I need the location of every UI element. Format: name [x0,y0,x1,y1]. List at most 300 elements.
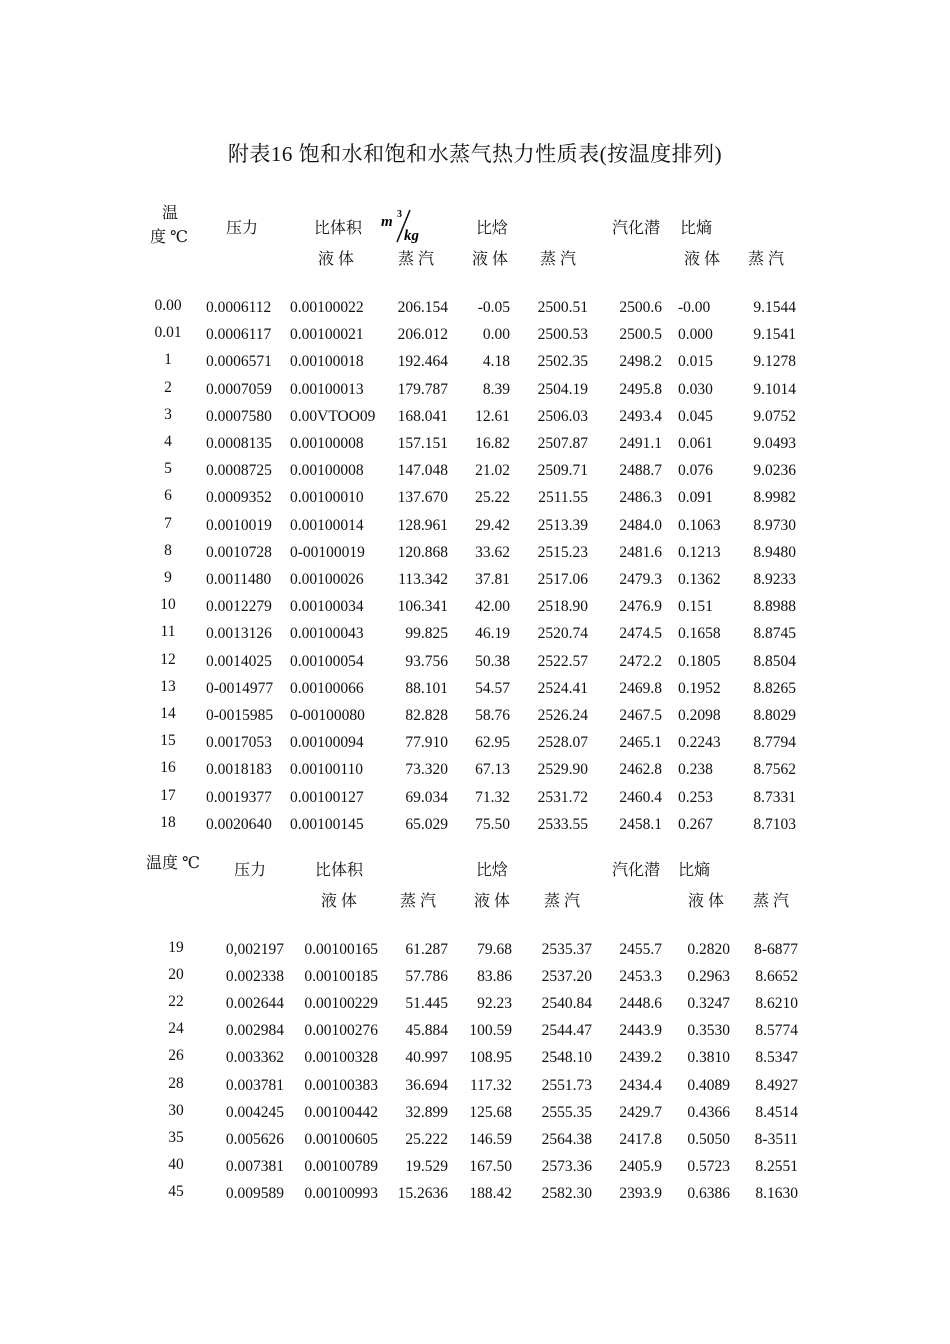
table-row [0,462,950,482]
cell-latent-heat: 2439.2 [619,1049,662,1067]
cell-vapor-entropy: 8.8504 [753,652,796,670]
header-specific-volume: 比体积 [314,220,363,237]
cell-liquid-enthalpy: 37.81 [475,571,510,588]
cell-liquid-volume: 0.00100276 [304,1022,378,1040]
cell-liquid-entropy: 0.091 [678,489,713,507]
cell-vapor-volume: 19.529 [405,1157,448,1175]
cell-liquid-entropy: 0.000 [678,326,713,344]
cell-liquid-entropy: 0.1213 [678,543,721,561]
cell-liquid-entropy: 0.2098 [678,707,721,724]
cell-vapor-enthalpy: 2502.35 [537,353,588,371]
unit-exponent: 3 [397,209,402,220]
cell-vapor-entropy: 8.6652 [755,968,798,986]
cell-pressure: 0,002197 [225,941,284,958]
cell-latent-heat: 2405.9 [619,1157,662,1175]
table-row [0,299,950,319]
cell-vapor-enthalpy: 2518.90 [537,598,588,616]
cell-liquid-volume: 0.00100008 [290,462,364,480]
cell-liquid-enthalpy: 83.86 [477,968,512,986]
subheader2-vapor-entropy: 蒸 汽 [753,893,790,910]
cell-latent-heat: 2434.4 [619,1076,662,1094]
cell-vapor-entropy: 8-3511 [754,1130,798,1148]
table-row [0,598,950,618]
cell-liquid-enthalpy: 0.00 [482,326,510,344]
cell-pressure: 0.0006112 [206,299,272,316]
cell-liquid-entropy: 0.6386 [687,1184,730,1202]
cell-vapor-enthalpy: 2564.38 [541,1130,592,1148]
cell-pressure: 0.005626 [225,1130,284,1148]
cell-vapor-enthalpy: 2511.55 [538,489,588,507]
table-row [0,941,950,961]
cell-vapor-entropy: 8.8265 [753,679,796,697]
cell-latent-heat: 2462.8 [619,761,662,779]
cell-liquid-entropy: 0.253 [678,788,713,806]
cell-liquid-volume: 0.00100008 [290,435,364,452]
cell-pressure: 0.0011480 [206,571,272,588]
cell-liquid-volume: 0.00100066 [290,679,364,697]
cell-vapor-volume: 77.910 [405,734,448,752]
cell-liquid-entropy: 0.2963 [687,968,730,986]
cell-liquid-volume: 0.00100034 [290,598,364,616]
cell-vapor-volume: 206.154 [397,299,448,316]
cell-liquid-volume: 0.00100185 [304,968,378,986]
cell-vapor-enthalpy: 2544.47 [541,1022,592,1040]
cell-pressure: 0.003781 [225,1076,284,1094]
cell-liquid-volume: 0.00100110 [290,761,364,779]
cell-vapor-enthalpy: 2517.06 [537,571,588,588]
cell-latent-heat: 2417.8 [619,1130,662,1148]
header2-temp: 温度 ℃ [146,855,200,872]
cell-liquid-volume: 0.00100026 [290,571,364,588]
cell-vapor-enthalpy: 2513.39 [537,516,588,534]
cell-vapor-enthalpy: 2555.35 [541,1103,592,1121]
cell-latent-heat: 2443.9 [619,1022,662,1040]
cell-temp: 9 [164,569,172,586]
cell-pressure: 0.0014025 [206,652,272,670]
cell-liquid-volume: 0.00100789 [304,1157,378,1175]
cell-vapor-volume: 82.828 [405,707,448,724]
cell-vapor-entropy: 9.0236 [753,462,796,480]
cell-temp: 8 [164,541,172,559]
cell-temp: 4 [164,433,172,450]
cell-liquid-entropy: 0.3530 [687,1022,730,1040]
cell-vapor-enthalpy: 2582.30 [541,1184,592,1202]
cell-latent-heat: 2455.7 [619,941,662,958]
cell-pressure: 0.0008135 [206,435,272,452]
subheader2-liquid-enthalpy: 液 体 [474,893,511,910]
cell-pressure: 0.0010019 [206,516,272,534]
subheader-vapor-volume: 蒸 汽 [398,251,435,268]
cell-vapor-entropy: 8.8745 [753,625,796,643]
cell-latent-heat: 2393.9 [619,1184,662,1202]
table-row [0,514,950,537]
cell-vapor-volume: 57.786 [405,968,448,986]
cell-liquid-enthalpy: 108.95 [469,1049,512,1067]
cell-liquid-entropy: 0.061 [678,435,713,452]
cell-pressure: 0.009589 [225,1184,284,1202]
cell-pressure: 0.002644 [225,995,284,1013]
cell-temp: 22 [168,993,184,1011]
cell-liquid-volume: 0-00100019 [290,543,365,561]
cell-latent-heat: 2429.7 [619,1103,662,1121]
cell-vapor-enthalpy: 2515.23 [537,543,588,561]
header-temp-line1: 温 [162,205,179,222]
cell-vapor-entropy: 9.0493 [753,435,796,452]
cell-liquid-volume: 0.00100993 [304,1184,378,1202]
subheader-vapor-entropy: 蒸 汽 [748,251,785,268]
cell-liquid-enthalpy: 50.38 [475,652,510,670]
cell-latent-heat: 2460.4 [619,788,662,806]
cell-pressure: 0.0006571 [206,353,272,371]
cell-latent-heat: 2488.7 [619,462,662,480]
cell-vapor-enthalpy: 2573.36 [541,1157,592,1175]
cell-vapor-volume: 147.048 [397,462,448,480]
unit-m3-per-kg [380,206,428,244]
cell-liquid-enthalpy: 42.00 [475,598,510,616]
cell-vapor-volume: 40.997 [405,1049,448,1067]
header2-specific-volume: 比体积 [315,862,364,879]
cell-temp: 15 [160,732,176,750]
cell-pressure: 0.007381 [225,1157,284,1175]
cell-liquid-entropy: 0.4089 [687,1076,730,1094]
cell-liquid-entropy: 0.015 [678,353,713,371]
cell-liquid-entropy: 0.1805 [678,652,721,670]
cell-liquid-volume: 0.00100094 [290,734,364,752]
table-row [0,625,950,645]
cell-temp: 0.01 [154,324,182,342]
cell-pressure: 0.0010728 [206,543,272,561]
cell-vapor-enthalpy: 2524.41 [537,679,588,697]
cell-liquid-enthalpy: 92.23 [477,995,512,1013]
cell-temp: 19 [168,939,184,956]
cell-liquid-entropy: 0.076 [678,462,713,480]
cell-vapor-enthalpy: 2537.20 [541,968,592,986]
cell-latent-heat: 2469.8 [619,679,662,697]
cell-pressure: 0.0012279 [206,598,272,616]
cell-vapor-entropy: 8.7794 [753,734,796,752]
cell-liquid-enthalpy: 4.18 [482,353,510,371]
cell-vapor-enthalpy: 2528.07 [537,734,588,752]
cell-liquid-entropy: 0.5050 [687,1130,730,1148]
cell-liquid-enthalpy: 16.82 [475,435,510,452]
cell-temp: 17 [160,786,176,804]
cell-temp: 12 [160,650,176,668]
subheader2-liquid-volume: 液 体 [321,893,358,910]
cell-vapor-entropy: 8.7103 [753,815,796,833]
cell-pressure: 0.0018183 [206,761,272,779]
cell-temp: 30 [168,1101,184,1119]
cell-temp: 20 [168,966,184,984]
table-row [0,571,950,591]
cell-liquid-entropy: 0.1952 [678,679,721,697]
subheader2-vapor-volume: 蒸 汽 [400,893,437,910]
cell-vapor-entropy: 9.1541 [753,326,796,344]
cell-liquid-enthalpy: 188.42 [469,1184,512,1202]
cell-vapor-entropy: 8.7331 [753,788,796,806]
cell-vapor-entropy: 8.4927 [755,1076,798,1094]
cell-liquid-enthalpy: 25.22 [475,489,510,507]
cell-vapor-enthalpy: 2551.73 [541,1076,592,1094]
cell-vapor-volume: 137.670 [397,489,448,507]
cell-temp: 0.00 [154,297,182,314]
cell-latent-heat: 2481.6 [619,543,662,561]
cell-liquid-volume: 0.00100383 [304,1076,378,1094]
cell-vapor-volume: 69.034 [405,788,448,806]
cell-temp: 10 [160,596,176,614]
cell-vapor-entropy: 8.5774 [755,1022,798,1040]
cell-pressure: 0-0014977 [206,679,274,697]
cell-vapor-volume: 113.342 [398,571,448,588]
cell-temp: 6 [164,487,172,505]
cell-latent-heat: 2500.5 [619,326,662,344]
cell-liquid-entropy: 0.151 [678,598,713,616]
cell-pressure: 0.003362 [225,1049,284,1067]
cell-vapor-entropy: 9.1278 [753,353,796,371]
table-row [0,435,950,455]
cell-temp: 18 [160,813,176,831]
cell-latent-heat: 2479.3 [619,571,662,588]
cell-vapor-volume: 45.884 [405,1022,448,1040]
cell-vapor-entropy: 8.9233 [753,571,796,588]
cell-temp: 35 [168,1128,184,1146]
cell-temp: 14 [160,705,176,722]
table-row [0,813,950,836]
cell-vapor-volume: 206.012 [397,326,448,344]
cell-liquid-volume: 0.00100022 [290,299,364,316]
table-row [0,650,950,673]
subheader-liquid-enthalpy: 液 体 [472,251,509,268]
cell-vapor-entropy: 8.8988 [753,598,796,616]
cell-liquid-entropy: 0.1063 [678,516,721,534]
header-enthalpy: 比焓 [476,220,509,237]
cell-temp: 3 [164,405,172,423]
cell-vapor-volume: 99.825 [405,625,448,643]
cell-latent-heat: 2448.6 [619,995,662,1013]
cell-liquid-enthalpy: 29.42 [475,516,510,534]
cell-latent-heat: 2500.6 [619,299,662,316]
cell-vapor-entropy: 8.5347 [755,1049,798,1067]
table-row [0,353,950,373]
cell-vapor-enthalpy: 2520.74 [537,625,588,643]
subheader-liquid-volume: 液 体 [318,251,355,268]
header2-enthalpy: 比焓 [476,862,509,879]
header-temp-line2: 度 ℃ [150,229,188,246]
table-row [0,326,950,346]
header2-pressure: 压力 [234,862,267,879]
cell-liquid-volume: 0.00100018 [290,353,364,371]
cell-temp: 2 [164,378,172,396]
cell-pressure: 0-0015985 [206,707,274,724]
cell-liquid-volume: 0.00100328 [304,1049,378,1067]
cell-liquid-enthalpy: 75.50 [475,815,510,833]
table-row [0,734,950,754]
cell-liquid-enthalpy: 100.59 [469,1022,512,1040]
cell-vapor-entropy: 8.8029 [753,707,796,724]
header2-entropy: 比熵 [678,862,711,879]
cell-liquid-entropy: 0.238 [678,761,713,779]
cell-vapor-volume: 88.101 [405,679,448,697]
cell-vapor-enthalpy: 2500.51 [537,299,588,316]
cell-latent-heat: 2486.3 [619,489,662,507]
cell-liquid-volume: 0.00100165 [304,941,378,958]
cell-vapor-volume: 106.341 [397,598,448,616]
cell-vapor-volume: 15.2636 [397,1184,448,1202]
table-row [0,786,950,809]
cell-liquid-volume: 0.00100010 [290,489,364,507]
cell-latent-heat: 2498.2 [619,353,662,371]
cell-liquid-enthalpy: 12.61 [475,407,510,425]
unit-denominator: kg [404,228,419,244]
cell-vapor-volume: 61.287 [405,941,448,958]
table-row [0,489,950,509]
cell-pressure: 0.002984 [225,1022,284,1040]
cell-liquid-entropy: 0.2820 [687,941,730,958]
cell-vapor-volume: 32.899 [405,1103,448,1121]
cell-temp: 40 [168,1155,184,1173]
cell-vapor-entropy: 9.1014 [753,380,796,398]
cell-latent-heat: 2476.9 [619,598,662,616]
cell-liquid-enthalpy: 79.68 [477,941,512,958]
cell-liquid-volume: 0-00100080 [290,707,365,724]
cell-vapor-entropy: 8.2551 [755,1157,798,1175]
cell-temp: 11 [160,623,176,641]
cell-liquid-volume: 0.00100605 [304,1130,378,1148]
cell-vapor-entropy: 8.4514 [755,1103,798,1121]
cell-vapor-enthalpy: 2504.19 [537,380,588,398]
table-row [0,378,950,401]
header-latent-heat: 汽化潜 [612,220,661,237]
cell-liquid-enthalpy: 125.68 [469,1103,512,1121]
table-row [0,1101,950,1124]
cell-liquid-volume: 0.00100013 [290,380,364,398]
subheader2-liquid-entropy: 液 体 [688,893,725,910]
subheader-liquid-entropy: 液 体 [684,251,721,268]
cell-vapor-volume: 65.029 [405,815,448,833]
cell-vapor-volume: 179.787 [397,380,448,398]
cell-vapor-volume: 36.694 [405,1076,448,1094]
cell-pressure: 0.0019377 [206,788,272,806]
cell-vapor-enthalpy: 2531.72 [537,788,588,806]
cell-liquid-entropy: 0.5723 [687,1157,730,1175]
cell-pressure: 0.0013126 [206,625,272,643]
subheader-vapor-enthalpy: 蒸 汽 [540,251,577,268]
cell-liquid-entropy: 0.3810 [687,1049,730,1067]
cell-latent-heat: 2458.1 [619,815,662,833]
cell-temp: 1 [164,351,172,369]
cell-temp: 13 [160,677,176,695]
cell-vapor-entropy: 9.1544 [753,299,796,316]
cell-temp: 7 [164,514,172,532]
cell-liquid-enthalpy: 33.62 [475,543,510,561]
cell-vapor-entropy: 8-6877 [754,941,798,958]
cell-pressure: 0.0007580 [206,407,272,425]
cell-liquid-enthalpy: 46.19 [475,625,510,643]
cell-vapor-volume: 168.041 [397,407,448,425]
cell-vapor-volume: 93.756 [405,652,448,670]
cell-liquid-volume: 0.00VTOO09 [290,407,376,425]
table-row [0,1155,950,1178]
unit-numerator: m [381,214,393,230]
cell-vapor-enthalpy: 2509.71 [537,462,588,480]
cell-vapor-enthalpy: 2540.84 [541,995,592,1013]
cell-vapor-volume: 157.151 [397,435,448,452]
cell-liquid-enthalpy: 54.57 [475,679,510,697]
table-row [0,1128,950,1151]
cell-vapor-enthalpy: 2500.53 [537,326,588,344]
cell-temp: 26 [168,1047,184,1065]
cell-latent-heat: 2453.3 [619,968,662,986]
cell-liquid-enthalpy: 117.32 [469,1076,512,1094]
cell-liquid-entropy: 0.1658 [678,625,721,643]
cell-liquid-entropy: -0.00 [678,299,711,316]
cell-pressure: 0.0006117 [206,326,272,344]
cell-liquid-volume: 0.00100054 [290,652,364,670]
cell-liquid-entropy: 0.045 [678,407,713,425]
cell-vapor-entropy: 8.1630 [755,1184,798,1202]
cell-vapor-entropy: 8.7562 [753,761,796,779]
cell-vapor-enthalpy: 2535.37 [541,941,592,958]
table-row [0,677,950,700]
cell-liquid-entropy: 0.030 [678,380,713,398]
cell-vapor-enthalpy: 2506.03 [537,407,588,425]
table-row [0,405,950,428]
cell-vapor-volume: 120.868 [397,543,448,561]
cell-liquid-volume: 0.00100014 [290,516,364,534]
cell-vapor-entropy: 9.0752 [753,407,796,425]
cell-latent-heat: 2465.1 [619,734,662,752]
cell-temp: 24 [168,1020,184,1038]
cell-liquid-enthalpy: 167.50 [469,1157,512,1175]
cell-vapor-entropy: 8.9982 [753,489,796,507]
cell-liquid-entropy: 0.267 [678,815,713,833]
cell-vapor-enthalpy: 2522.57 [537,652,588,670]
header2-latent-heat: 汽化潜 [612,862,661,879]
cell-liquid-volume: 0.00100229 [304,995,378,1013]
table-row [0,1022,950,1042]
cell-latent-heat: 2484.0 [619,516,662,534]
table-row [0,1074,950,1097]
cell-latent-heat: 2495.8 [619,380,662,398]
table-row [0,761,950,781]
cell-latent-heat: 2491.1 [619,435,662,452]
header-pressure: 压力 [226,220,259,237]
cell-vapor-volume: 73.320 [405,761,448,779]
cell-vapor-volume: 192.464 [397,353,448,371]
table-row [0,1049,950,1069]
header-entropy: 比熵 [680,220,713,237]
cell-pressure: 0.0009352 [206,489,272,507]
cell-vapor-enthalpy: 2548.10 [541,1049,592,1067]
cell-latent-heat: 2493.4 [619,407,662,425]
cell-liquid-entropy: 0.4366 [687,1103,730,1121]
cell-pressure: 0.0008725 [206,462,272,480]
cell-liquid-volume: 0.00100043 [290,625,364,643]
cell-vapor-volume: 128.961 [397,516,448,534]
cell-liquid-volume: 0.00100021 [290,326,364,344]
cell-liquid-entropy: 0.1362 [678,571,721,588]
cell-pressure: 0.0017053 [206,734,272,752]
table-row [0,707,950,727]
table-row [0,968,950,988]
cell-liquid-enthalpy: -0.05 [477,299,510,316]
cell-liquid-enthalpy: 21.02 [475,462,510,480]
cell-liquid-volume: 0.00100127 [290,788,364,806]
cell-vapor-enthalpy: 2526.24 [537,707,588,724]
cell-liquid-entropy: 0.3247 [687,995,730,1013]
cell-latent-heat: 2467.5 [619,707,662,724]
cell-pressure: 0.004245 [225,1103,284,1121]
cell-vapor-entropy: 8.9730 [753,516,796,534]
